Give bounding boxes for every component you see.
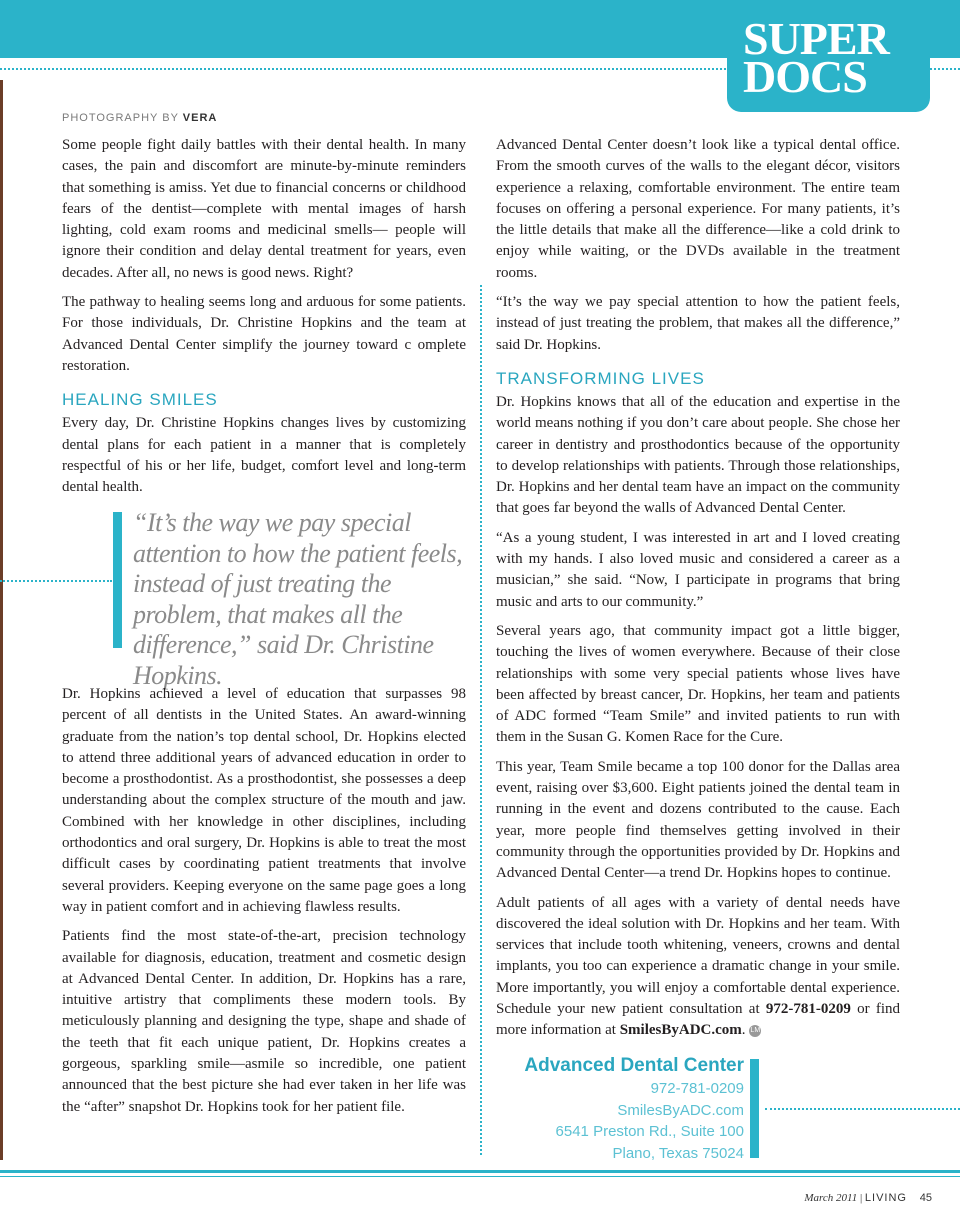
heading-healing-smiles: HEALING SMILES	[62, 390, 218, 410]
transforming-paragraph-4: This year, Team Smile became a top 100 donor for the Dallas area event, raising over $3,600. Eight patients joined the dental team in running in the event and dozens contributed to the cause. Each year, more people find themselves getting involved in their community through the opportunities provided by Dr. Hopkins and Advanced Dental Center—a trend Dr. Hopkins hopes to continue.	[496, 758, 900, 882]
technology-paragraph: Patients find the most state-of-the-art, precision technology available for diagnosis, education, treatment and cosmetic design at Advanced Dental Center. In addition, Dr. Hopkins has a rare, intuitive artistry that compliments these modern tools. By meticulously planning and designing the type, shape and shade of the teeth that fit each unique patient, Dr. Hopkins creates a gorgeous, sparkling smile—asmile so incredible, one patient announced that the best picture she had ever taken in her life was the “after” snapshot Dr. Hopkins took for her patient file.	[62, 928, 466, 1115]
end-mark-icon: LM	[749, 1025, 761, 1037]
pull-quote-bar	[113, 512, 122, 648]
bottom-rule-thin	[0, 1176, 960, 1177]
right-column	[496, 135, 900, 1050]
contact-name: Advanced Dental Center	[524, 1055, 744, 1076]
pull-quote: “It’s the way we pay special attention to how the patient feels, instead of just treating the problem, that makes all the difference,” said Dr. Christine Hopkins.	[133, 508, 463, 690]
contact-bar	[750, 1059, 759, 1158]
closing-text-3: .	[741, 1022, 746, 1039]
transforming-paragraph-2: “As a young student, I was interested in art and I loved creating with my hands. I also loved music and considered a career as a musician,” she said. “Now, I participate in programs that bring music and arts to our community.”	[496, 529, 900, 610]
photo-credit	[62, 112, 217, 124]
footer-separator: |	[859, 1192, 863, 1204]
contact-box	[500, 1054, 744, 1164]
intro-paragraph-2: The pathway to healing seems long and arduous for some patients. For those individuals, Dr. Christine Hopkins and the team at Advanced Dental Center simplify the journey toward c omplete restoration.	[62, 294, 466, 374]
top-dotted-rule	[0, 68, 730, 70]
badge-line-1: SUPER	[743, 13, 889, 64]
left-column-bottom	[62, 684, 466, 1126]
transforming-paragraph-3: Several years ago, that community impact got a little bigger, touching the lives of women everywhere. Because of their close relationships with some very special patients whose lives have been affected by breast cancer, Dr. Hopkins, her team and patients of ADC formed “Team Smile” and invited patients to run with them in the Susan G. Komen Race for the Cure.	[496, 622, 900, 746]
page-number: 45	[919, 1192, 932, 1204]
education-paragraph: Dr. Hopkins achieved a level of education that surpasses 98 percent of all dentists in the United States. An award-winning graduate from the nation’s top dental school, Dr. Hopkins elected to attend three additional years of advanced education in order to become a prosthodontist. As a prosthodontist, she possesses a deep understanding about the complex structure of the mouth and jaw. Combined with her knowledge in other disciplines, including orthodontics and oral surgery, Dr. Hopkins is able to treat the most difficult cases by coordinating patient treatments that involve several providers. Keeping everyone on the same page goes a long way in patient comfort and in achieving flawless results.	[62, 686, 466, 915]
photo-credit-label: PHOTOGRAPHY BY	[62, 112, 179, 124]
page-footer	[780, 1192, 932, 1204]
heading-transforming-lives: TRANSFORMING LIVES	[496, 368, 705, 388]
bottom-rule	[0, 1170, 960, 1173]
left-column-top	[62, 135, 466, 506]
closing-text-2: or find more information at	[496, 1000, 900, 1039]
badge-line-2: DOCS	[743, 51, 867, 102]
page-left-edge	[0, 80, 3, 1160]
closing-paragraph	[496, 893, 900, 1042]
footer-section: LIVING	[864, 1192, 907, 1204]
closing-phone: 972-781-0209	[765, 1000, 851, 1017]
photo-credit-name: VERA	[182, 112, 218, 124]
contact-phone: 972-781-0209	[650, 1080, 744, 1097]
intro-paragraph-1: Some people fight daily battles with their dental health. In many cases, the pain and discomfort are minute-by-minute reminders that something is amiss. Yet due to financial concerns or childhood fears of the dentist—complete with mental images of harsh lighting, cold exam rooms and medicinal smells— people will ignore their condition and delay dental treatment for years, even decades. After all, no news is good news. Right?	[62, 137, 466, 281]
office-paragraph: Advanced Dental Center doesn’t look like a typical dental office. From the smooth curves of the walls to the elegant décor, visitors experience a relaxing, comfortable environment. The entire team focuses on offering a personal experience. For many patients, it’s the little details that make all the difference—like a cold drink to enjoy while waiting, or the DVDs available in the treatment rooms.	[496, 137, 900, 281]
closing-text-1: Adult patients of all ages with a variety of dental needs have discovered the ideal solution with Dr. Hopkins and her team. With services that include tooth whitening, veneers, crowns and dental implants, you too can experience a dramatic change in your smile. More importantly, you will enjoy a comfortable dental experience. Schedule your new patient consultation at	[496, 894, 900, 1017]
contact-address: 6541 Preston Rd., Suite 100	[555, 1123, 744, 1141]
footer-issue: March 2011	[804, 1192, 858, 1204]
top-dotted-rule-right	[930, 68, 960, 70]
contact-dotted-rule	[765, 1108, 960, 1110]
healing-paragraph: Every day, Dr. Christine Hopkins changes lives by customizing dental plans for each patient in a manner that is completely respectful of his or her life, budget, comfort level and long-term dental health.	[62, 415, 466, 496]
column-divider-dotted	[480, 285, 482, 1155]
pull-quote-dotted-rule	[0, 580, 112, 582]
contact-website: SmilesByADC.com	[617, 1101, 744, 1119]
transforming-paragraph-1: Dr. Hopkins knows that all of the education and expertise in the world means nothing if you don’t care about people. She chose her career in dentistry and prosthodontics because of the opportunity to develop relationships with patients. Through those relationships, Dr. Hopkins and her dental team have an impact on the community that goes far beyond the walls of Advanced Dental Center.	[496, 393, 900, 517]
closing-website: SmilesByADC.com	[619, 1022, 742, 1039]
quote-paragraph: “It’s the way we pay special attention to how the patient feels, instead of just treating the problem, that makes all the difference,” said Dr. Hopkins.	[496, 294, 900, 353]
section-badge-title	[743, 13, 889, 102]
contact-city: Plano, Texas 75024	[612, 1144, 744, 1162]
